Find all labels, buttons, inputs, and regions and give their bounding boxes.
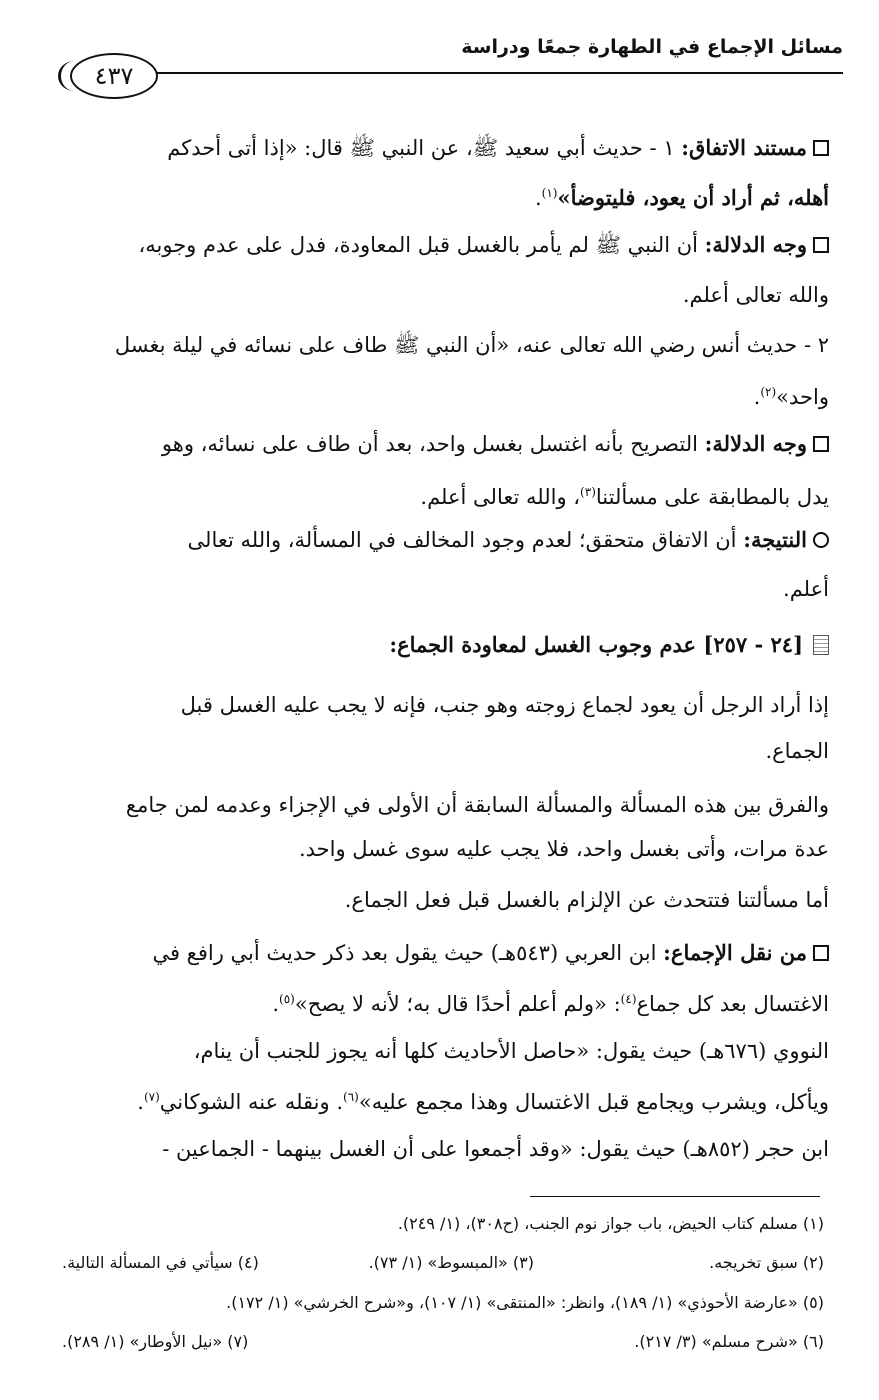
p10-line2: ويأكل، ويشرب ويجامع قبل الاغتسال وهذا مجمع عليه»$^{(٦)}$. ونقله عنه الشوكاني$^{(٧)}$. — [137, 1090, 829, 1114]
footnote-ref: (١) — [541, 186, 558, 200]
p5-line1 — [55, 525, 829, 555]
p5-line2: أعلم. — [783, 577, 829, 601]
p9-quote: : «ولم أعلم أحدًا قال به؛ لأنه لا يصح» — [294, 992, 621, 1016]
section-heading — [55, 630, 829, 660]
p2-label: وجه الدلالة: — [704, 232, 807, 257]
footnote-2: (٢) سبق تخريجه. — [709, 1253, 824, 1272]
p6-line2: الجماع. — [765, 739, 829, 763]
running-header-title: مسائل الإجماع في الطهارة جمعًا ودراسة — [461, 36, 843, 58]
p3-line2: واحد»$^{(٢)}$. — [753, 385, 829, 409]
p11-line1: ابن حجر (٨٥٢هـ) حيث يقول: «وقد أجمعوا على أن الغسل بينهما - الجماعين - — [162, 1137, 829, 1161]
p4-text3: ، والله تعالى أعلم. — [420, 485, 581, 509]
p10-text2: ويأكل، ويشرب ويجامع قبل الاغتسال وهذا مجمع عليه» — [358, 1090, 829, 1114]
footnote-ref: (٤) — [620, 992, 637, 1006]
p5-label: النتيجة: — [743, 527, 807, 552]
p1-line1 — [55, 133, 829, 163]
square-bullet-icon — [813, 237, 829, 253]
footnote-ref: (٦) — [343, 1090, 359, 1104]
circle-bullet-icon — [813, 532, 829, 548]
p1-text: ١ - حديث أبي سعيد ﷺ، عن النبي ﷺ قال: «إذا أتى أحدكم — [167, 136, 675, 160]
p9-line1 — [55, 938, 829, 968]
footnote-1: (١) مسلم كتاب الحيض، باب جواز نوم الجنب، (ح٣٠٨)، (١/ ٢٤٩). — [397, 1214, 824, 1233]
p3-line1: ٢ - حديث أنس رضي الله تعالى عنه، «أن النبي ﷺ طاف على نسائه في ليلة بغسل — [114, 333, 829, 357]
p7-line1: والفرق بين هذه المسألة والمسألة السابقة أن الأولى في الإجزاء وعدمه لمن جامع — [125, 793, 829, 817]
p9-line2: الاغتسال بعد كل جماع$^{(٤)}$: «ولم أعلم أحدًا قال به؛ لأنه لا يصح»$^{(٥)}$. — [272, 992, 829, 1016]
square-bullet-icon — [813, 945, 829, 961]
p5-text: أن الاتفاق متحقق؛ لعدم وجود المخالف في المسألة، والله تعالى — [187, 528, 737, 552]
footnote-ref: (٥) — [279, 992, 295, 1006]
p2-line1 — [55, 230, 829, 260]
p1-line2: أهله، ثم أراد أن يعود، فليتوضأ»$^{(١)}$. — [534, 185, 829, 210]
p4-line1 — [55, 429, 829, 459]
p7-line2: عدة مرات، وأتى بغسل واحد، فلا يجب عليه سوى غسل واحد. — [298, 837, 829, 861]
footnote-7: (٧) «نيل الأوطار» (١/ ٢٨٩). — [62, 1332, 249, 1351]
footnote-ref: (٢) — [760, 385, 777, 399]
square-bullet-icon — [813, 436, 829, 452]
p4-text: التصريح بأنه اغتسل بغسل واحد، بعد أن طاف على نسائه، وهو — [161, 432, 698, 456]
p4-text2: يدل بالمطابقة على مسألتنا — [595, 485, 829, 509]
square-bullet-icon — [813, 140, 829, 156]
footnote-3: (٣) «المبسوط» (١/ ٧٣). — [368, 1253, 534, 1272]
p9-text2: الاغتسال بعد كل جماع — [636, 992, 829, 1016]
p8-line1: أما مسألتنا فتتحدث عن الإلزام بالغسل قبل فعل الجماع. — [344, 888, 829, 912]
page-number: ٤٣٧ — [70, 53, 158, 99]
footnote-6: (٦) «شرح مسلم» (٣/ ٢١٧). — [634, 1332, 824, 1351]
section-heading-text: [٢٤ - ٢٥٧] عدم وجوب الغسل لمعاودة الجماع: — [389, 632, 803, 657]
document-icon — [813, 635, 829, 655]
p6-line1: إذا أراد الرجل أن يعود لجماع زوجته وهو جنب، فإنه لا يجب عليه الغسل قبل — [180, 693, 829, 717]
p4-label: وجه الدلالة: — [704, 431, 807, 456]
p1-hadith-end: أهله، ثم أراد أن يعود، فليتوضأ» — [557, 185, 829, 210]
footnote-rule — [530, 1196, 820, 1197]
header-rule — [140, 72, 843, 74]
footnote-ref: (٧) — [143, 1090, 160, 1104]
p9-text: ابن العربي (٥٤٣هـ) حيث يقول بعد ذكر حديث أبي رافع في — [152, 941, 657, 965]
footnote-4: (٤) سيأتي في المسألة التالية. — [62, 1253, 259, 1272]
p4-line2 — [55, 477, 829, 512]
footnote-ref: (٣) — [580, 485, 596, 499]
p10-text3: . ونقله عنه الشوكاني — [159, 1090, 344, 1114]
p3-text: واحد» — [776, 385, 829, 409]
p2-text: أن النبي ﷺ لم يأمر بالغسل قبل المعاودة، فدل على عدم وجوبه، — [138, 233, 698, 257]
p10-line1: النووي (٦٧٦هـ) حيث يقول: «حاصل الأحاديث كلها أنه يجوز للجنب أن ينام، — [193, 1039, 829, 1063]
footnote-5: (٥) «عارضة الأحوذي» (١/ ١٨٩)، وانظر: «المنتقى» (١/ ١٠٧)، و«شرح الخرشي» (١/ ١٧٢). — [226, 1293, 824, 1312]
p9-label: من نقل الإجماع: — [663, 940, 807, 965]
p1-label: مستند الاتفاق: — [681, 135, 807, 160]
p2-line2: والله تعالى أعلم. — [682, 283, 829, 307]
